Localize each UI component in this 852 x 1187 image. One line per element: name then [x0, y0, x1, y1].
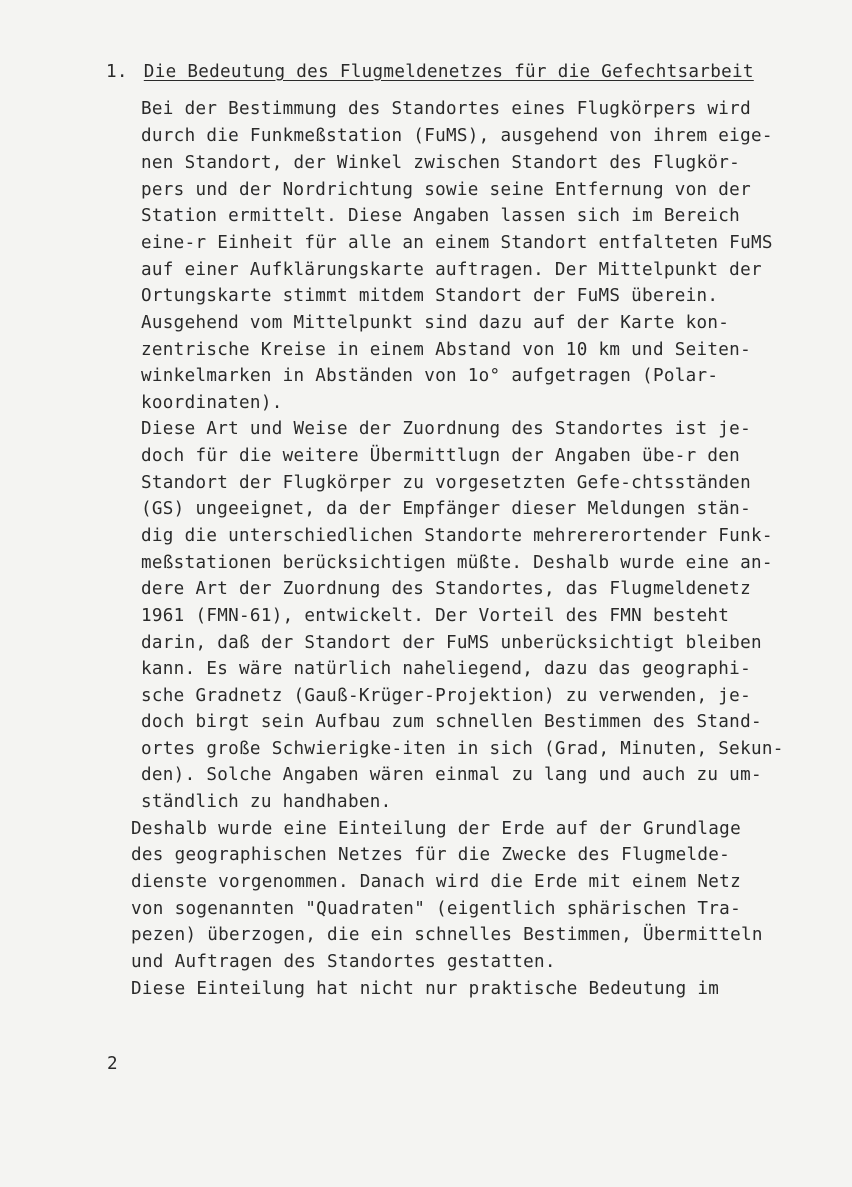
body-line: Deshalb wurde eine Einteilung der Erde auf der Grundlage: [131, 819, 741, 839]
body-line: dere Art der Zuordnung des Standortes, das Flugmeldenetz: [141, 579, 751, 599]
body-line: Ortungskarte stimmt mitdem Standort der FuMS überein.: [141, 286, 719, 306]
body-line: dienste vorgenommen. Danach wird die Erde mit einem Netz: [131, 872, 741, 892]
body-line: (GS) ungeeignet, da der Empfänger dieser Meldungen stän-: [141, 499, 751, 519]
body-line: Diese Art und Weise der Zuordnung des Standortes ist je-: [141, 419, 751, 439]
body-line: ortes große Schwierigke-iten in sich (Grad, Minuten, Sekun-: [141, 739, 784, 759]
body-line: sche Gradnetz (Gauß-Krüger-Projektion) zu verwenden, je-: [141, 686, 751, 706]
body-line: eine-r Einheit für alle an einem Standort entfalteten FuMS: [141, 233, 773, 253]
section-number: 1.: [106, 62, 128, 82]
body-line: den). Solche Angaben wären einmal zu lang und auch zu um-: [141, 765, 762, 785]
body-line: ständlich zu handhaben.: [141, 792, 392, 812]
body-line: nen Standort, der Winkel zwischen Standort des Flugkör-: [141, 153, 741, 173]
body-line: 1961 (FMN-61), entwickelt. Der Vorteil des FMN besteht: [141, 606, 730, 626]
body-line: Diese Einteilung hat nicht nur praktische Bedeutung im: [131, 979, 720, 999]
body-line: Ausgehend vom Mittelpunkt sind dazu auf der Karte kon-: [141, 313, 730, 333]
body-line: doch für die weitere Übermittlugn der Angaben übe-r den: [141, 446, 741, 466]
body-line: pezen) überzogen, die ein schnelles Bestimmen, Übermitteln: [131, 925, 763, 945]
body-line: und Auftragen des Standortes gestatten.: [131, 952, 556, 972]
body-line: Standort der Flugkörper zu vorgesetzten Gefe-chtsständen: [141, 473, 751, 493]
body-line: meßstationen berücksichtigen müßte. Deshalb wurde eine an-: [141, 553, 773, 573]
body-line: doch birgt sein Aufbau zum schnellen Bestimmen des Stand-: [141, 712, 762, 732]
page-number: 2: [107, 1054, 118, 1074]
body-line: darin, daß der Standort der FuMS unberücksichtigt bleiben: [141, 633, 762, 653]
body-line: kann. Es wäre natürlich naheliegend, dazu das geographi-: [141, 659, 751, 679]
body-line: winkelmarken in Abständen von 1o° aufgetragen (Polar-: [141, 366, 719, 386]
body-line: auf einer Aufklärungskarte auftragen. Der Mittelpunkt der: [141, 260, 762, 280]
body-line: zentrische Kreise in einem Abstand von 10 km und Seiten-: [141, 340, 751, 360]
body-line: des geographischen Netzes für die Zwecke des Flugmelde-: [131, 845, 731, 865]
body-line: koordinaten).: [141, 393, 283, 413]
section-title: Die Bedeutung des Flugmeldenetzes für die Gefechtsarbeit: [143, 62, 754, 82]
body-line: Bei der Bestimmung des Standortes eines Flugkörpers wird: [141, 99, 751, 119]
body-line: durch die Funkmeßstation (FuMS), ausgehend von ihrem eige-: [141, 126, 773, 146]
section-heading: [106, 62, 766, 82]
body-line: dig die unterschiedlichen Standorte mehrererortender Funk-: [141, 526, 773, 546]
body-line: Station ermittelt. Diese Angaben lassen sich im Bereich: [141, 206, 741, 226]
body-line: pers und der Nordrichtung sowie seine Entfernung von der: [141, 180, 751, 200]
body-line: von sogenannten "Quadraten" (eigentlich sphärischen Tra-: [131, 899, 741, 919]
